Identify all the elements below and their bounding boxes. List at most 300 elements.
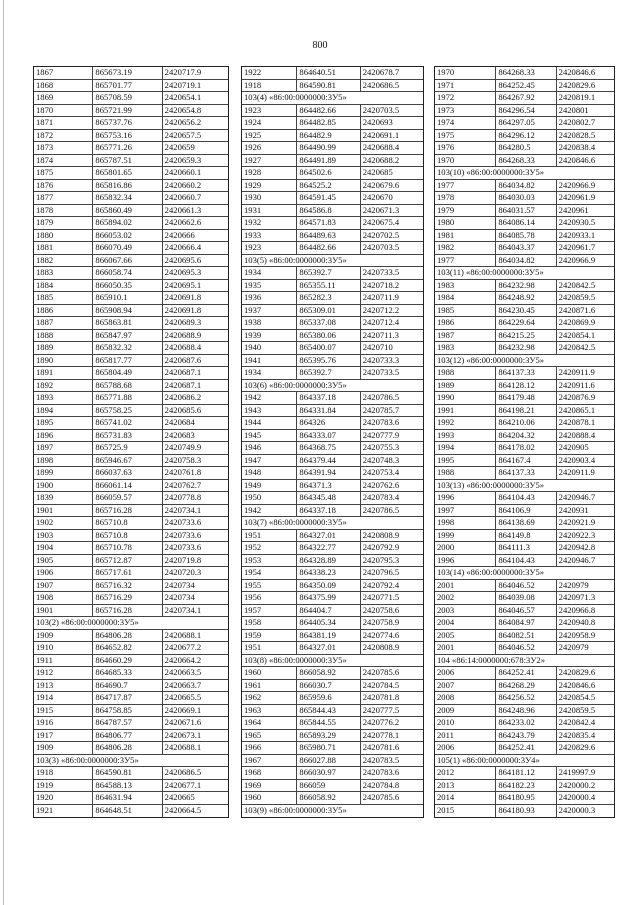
x-coordinate-cell: 865959.6 <box>297 692 360 704</box>
x-coordinate-cell: 865771.26 <box>93 142 162 154</box>
point-number-cell: 1839 <box>34 492 93 504</box>
table-row <box>435 680 614 693</box>
point-number-cell: 1990 <box>435 392 496 404</box>
table-row <box>34 305 228 318</box>
table-row <box>242 180 423 193</box>
point-number-cell: 1983 <box>435 342 496 354</box>
point-number-cell: 2000 <box>435 542 496 554</box>
x-coordinate-cell: 865844.43 <box>297 705 360 717</box>
table-row <box>435 742 614 755</box>
x-coordinate-cell: 864652.82 <box>93 642 162 654</box>
section-header-row <box>242 655 423 668</box>
table-row <box>34 492 228 505</box>
x-coordinate-cell: 864084.97 <box>496 617 556 629</box>
table-row <box>242 680 423 693</box>
y-coordinate-cell: 2420000.4 <box>558 792 596 802</box>
y-coordinate-cell: 2420942.8 <box>558 542 596 552</box>
table-row <box>242 367 423 380</box>
x-coordinate-cell: 865309.01 <box>297 305 360 317</box>
point-number-cell: 1962 <box>242 692 297 704</box>
x-coordinate-cell: 864104.43 <box>496 492 556 504</box>
x-coordinate-cell: 865847.97 <box>93 330 162 342</box>
y-coordinate-cell: 2420677.1 <box>164 779 202 790</box>
y-coordinate-cell: 2420911.6 <box>558 379 595 390</box>
point-number-cell: 1944 <box>242 417 297 429</box>
x-coordinate-cell: 865908.94 <box>93 305 162 317</box>
table-row <box>435 92 614 105</box>
table-row <box>242 317 423 330</box>
y-coordinate-cell: 2420888.4 <box>558 429 596 440</box>
y-coordinate-cell: 2420733.6 <box>164 517 202 527</box>
x-coordinate-cell: 864204.32 <box>496 430 556 442</box>
table-row <box>34 280 228 293</box>
table-row <box>34 467 228 480</box>
x-coordinate-cell: 864586.8 <box>297 205 360 217</box>
section-header-label: 103(9) «86:00:0000000:3У5» <box>244 804 347 815</box>
point-number-cell: 1993 <box>435 430 496 442</box>
table-row <box>34 292 228 305</box>
y-coordinate-cell: 2420711.3 <box>362 329 399 340</box>
y-coordinate-cell: 2420703.5 <box>362 104 400 115</box>
table-row <box>435 467 614 480</box>
table-row <box>34 442 228 455</box>
point-number-cell: 1880 <box>34 230 93 242</box>
point-number-cell: 1977 <box>435 180 496 192</box>
table-row <box>34 67 228 80</box>
x-coordinate-cell: 865771.88 <box>93 392 162 404</box>
table-row <box>34 167 228 180</box>
y-coordinate-cell: 2420673.1 <box>164 729 202 740</box>
x-coordinate-cell: 864368.75 <box>297 442 360 454</box>
table-row <box>242 792 423 805</box>
table-row <box>34 230 228 243</box>
x-coordinate-cell: 865380.06 <box>297 330 360 342</box>
y-coordinate-cell: 2420717.9 <box>164 67 202 77</box>
x-coordinate-cell: 864591.45 <box>297 192 360 204</box>
point-number-cell: 1948 <box>242 467 297 479</box>
y-coordinate-cell: 2420922.3 <box>558 529 596 540</box>
point-number-cell: 1872 <box>34 130 93 142</box>
x-coordinate-cell: 864297.05 <box>496 117 556 129</box>
table-row <box>34 792 228 805</box>
x-coordinate-cell: 864640.51 <box>297 67 360 79</box>
y-coordinate-cell: 2420669.1 <box>164 704 202 715</box>
x-coordinate-cell: 864331.84 <box>297 405 360 417</box>
y-coordinate-cell: 2420785.6 <box>362 792 400 802</box>
section-header-row <box>242 517 423 530</box>
point-number-cell: 1892 <box>34 380 93 392</box>
table-row <box>435 730 614 743</box>
y-coordinate-cell: 2420931 <box>558 504 589 515</box>
x-coordinate-cell: 864268.29 <box>496 680 556 692</box>
point-number-cell: 1929 <box>242 180 297 192</box>
x-coordinate-cell: 865946.67 <box>93 455 162 467</box>
point-number-cell: 1888 <box>34 330 93 342</box>
table-row <box>242 442 423 455</box>
point-number-cell: 1918 <box>34 767 93 779</box>
x-coordinate-cell: 865832.34 <box>93 192 162 204</box>
y-coordinate-cell: 2420871.6 <box>558 304 596 315</box>
table-row <box>435 380 614 393</box>
y-coordinate-cell: 2420795.3 <box>362 554 400 565</box>
point-number-cell: 1997 <box>435 505 496 517</box>
x-coordinate-cell: 864482.85 <box>297 117 360 129</box>
table-row <box>435 555 614 568</box>
x-coordinate-cell: 864806.28 <box>93 630 162 642</box>
y-coordinate-cell: 2420688.4 <box>362 142 400 152</box>
point-number-cell: 1965 <box>242 730 297 742</box>
table-row <box>242 67 423 80</box>
table-row <box>242 667 423 680</box>
y-coordinate-cell: 2420792.9 <box>362 542 400 552</box>
point-number-cell: 1898 <box>34 455 93 467</box>
table-row <box>242 480 423 493</box>
x-coordinate-cell: 864046.52 <box>496 642 556 654</box>
point-number-cell: 1969 <box>242 780 297 792</box>
page-number: 800 <box>312 40 328 51</box>
table-row <box>435 580 614 593</box>
table-row <box>435 367 614 380</box>
section-header-label: 103(3) «86:00:0000000:3У5» <box>36 754 139 765</box>
y-coordinate-cell: 2420684 <box>164 417 195 427</box>
point-number-cell: 1902 <box>34 517 93 529</box>
table-row <box>242 780 423 793</box>
x-coordinate-cell: 864248.92 <box>496 292 556 304</box>
x-coordinate-cell: 866059.57 <box>93 492 162 504</box>
point-number-cell: 1933 <box>242 230 297 242</box>
point-number-cell: 1947 <box>242 455 297 467</box>
point-number-cell: 1955 <box>242 580 297 592</box>
table-row <box>34 317 228 330</box>
y-coordinate-cell: 2420659 <box>164 142 195 152</box>
x-coordinate-cell: 865980.71 <box>297 742 360 754</box>
point-number-cell: 1885 <box>34 292 93 304</box>
x-coordinate-cell: 864660.29 <box>93 655 162 667</box>
table-row <box>34 92 228 105</box>
y-coordinate-cell: 2420966.9 <box>558 254 596 265</box>
point-number-cell: 1999 <box>435 530 496 542</box>
x-coordinate-cell: 866027.88 <box>297 755 360 767</box>
y-coordinate-cell: 2420940.8 <box>558 617 596 627</box>
table-row <box>34 592 228 605</box>
y-coordinate-cell: 2420859.5 <box>558 292 596 302</box>
point-number-cell: 1985 <box>435 305 496 317</box>
point-number-cell: 1918 <box>242 80 297 92</box>
section-header-label: 103(5) «86:00:0000000:3У5» <box>244 254 347 265</box>
section-header-row <box>34 755 228 768</box>
x-coordinate-cell: 864690.7 <box>93 680 162 692</box>
x-coordinate-cell: 864230.45 <box>496 305 556 317</box>
point-number-cell: 1954 <box>242 567 297 579</box>
x-coordinate-cell: 866053.02 <box>93 230 162 242</box>
x-coordinate-cell: 864758.85 <box>93 705 162 717</box>
y-coordinate-cell: 2420719.8 <box>164 554 202 565</box>
x-coordinate-cell: 864371.3 <box>297 480 360 492</box>
y-coordinate-cell: 2420783.6 <box>362 417 400 427</box>
point-number-cell: 1894 <box>34 405 93 417</box>
x-coordinate-cell: 864180.93 <box>496 805 556 818</box>
x-coordinate-cell: 864391.94 <box>297 467 360 479</box>
table-row <box>435 392 614 405</box>
section-header-label: 105(1) «86:00:0000000:3У4» <box>437 754 540 765</box>
x-coordinate-cell: 864379.44 <box>297 455 360 467</box>
x-coordinate-cell: 865860.49 <box>93 205 162 217</box>
point-number-cell: 1909 <box>34 742 93 754</box>
y-coordinate-cell: 2420784.5 <box>362 679 400 690</box>
point-number-cell: 1953 <box>242 555 297 567</box>
section-header-label: 103(8) «86:00:0000000:3У5» <box>244 654 347 665</box>
y-coordinate-cell: 2420689.3 <box>164 317 202 327</box>
table-row <box>34 330 228 343</box>
point-number-cell: 1934 <box>242 367 297 379</box>
x-coordinate-cell: 864137.33 <box>496 467 556 479</box>
y-coordinate-cell: 2420842.5 <box>558 342 596 352</box>
y-coordinate-cell: 2420979 <box>558 642 589 652</box>
y-coordinate-cell: 2420781.8 <box>362 692 400 702</box>
y-coordinate-cell: 2420755.3 <box>362 442 400 452</box>
y-coordinate-cell: 2420749.9 <box>164 442 202 452</box>
x-coordinate-cell: 864590.81 <box>297 80 360 92</box>
point-number-cell: 1921 <box>34 805 93 818</box>
x-coordinate-cell: 864243.79 <box>496 730 556 742</box>
table-row <box>435 417 614 430</box>
point-number-cell: 1942 <box>242 392 297 404</box>
table-row <box>34 130 228 143</box>
y-coordinate-cell: 2420946.7 <box>558 492 596 502</box>
point-number-cell: 1871 <box>34 117 93 129</box>
y-coordinate-cell: 2420946.7 <box>558 554 596 565</box>
table-row <box>242 492 423 505</box>
x-coordinate-cell: 864104.43 <box>496 555 556 567</box>
y-coordinate-cell: 2420842.4 <box>558 717 596 727</box>
table-row <box>435 192 614 205</box>
x-coordinate-cell: 864149.8 <box>496 530 556 542</box>
point-number-cell: 1991 <box>435 405 496 417</box>
point-number-cell: 1896 <box>34 430 93 442</box>
x-coordinate-cell: 864326 <box>297 417 360 429</box>
x-coordinate-cell: 864489.63 <box>297 230 360 242</box>
point-number-cell: 1922 <box>242 67 297 79</box>
x-coordinate-cell: 864031.57 <box>496 205 556 217</box>
x-coordinate-cell: 864648.51 <box>93 805 162 818</box>
y-coordinate-cell: 2420808.9 <box>362 642 400 652</box>
table-row <box>435 542 614 555</box>
point-number-cell: 1886 <box>34 305 93 317</box>
y-coordinate-cell: 2420758.9 <box>362 617 400 627</box>
y-coordinate-cell: 2420778.1 <box>362 729 400 740</box>
y-coordinate-cell: 2420687.1 <box>164 367 202 377</box>
x-coordinate-cell: 865716.29 <box>93 592 162 604</box>
table-row <box>34 80 228 93</box>
x-coordinate-cell: 866058.74 <box>93 267 162 279</box>
point-number-cell: 1920 <box>34 792 93 804</box>
point-number-cell: 2003 <box>435 605 496 617</box>
table-row <box>435 205 614 218</box>
x-coordinate-cell: 864046.52 <box>496 580 556 592</box>
point-number-cell: 1959 <box>242 630 297 642</box>
table-row <box>435 667 614 680</box>
y-coordinate-cell: 2420688.1 <box>164 742 202 752</box>
table-row <box>34 392 228 405</box>
x-coordinate-cell: 866061.14 <box>93 480 162 492</box>
y-coordinate-cell: 2420733.5 <box>362 267 400 277</box>
x-coordinate-cell: 864338.23 <box>297 567 360 579</box>
point-number-cell: 1960 <box>242 792 297 804</box>
point-number-cell: 1891 <box>34 367 93 379</box>
point-number-cell: 1975 <box>435 130 496 142</box>
y-coordinate-cell: 2420748.3 <box>362 454 400 465</box>
table-row <box>34 355 228 368</box>
x-coordinate-cell: 865282.3 <box>297 292 360 304</box>
table-row <box>34 105 228 118</box>
y-coordinate-cell: 2420671.3 <box>362 204 400 215</box>
table-row <box>435 780 614 793</box>
table-row <box>435 792 614 805</box>
table-row <box>34 530 228 543</box>
y-coordinate-cell: 2420762.6 <box>362 479 400 490</box>
table-row <box>242 355 423 368</box>
y-coordinate-cell: 2420718.2 <box>362 279 400 290</box>
y-coordinate-cell: 2420933.1 <box>558 229 596 240</box>
y-coordinate-cell: 2420665.5 <box>164 692 202 702</box>
y-coordinate-cell: 2420733.6 <box>164 542 202 552</box>
y-coordinate-cell: 2420753.4 <box>362 467 400 477</box>
point-number-cell: 1883 <box>34 267 93 279</box>
x-coordinate-cell: 865721.99 <box>93 105 162 117</box>
point-number-cell: 2015 <box>435 805 496 818</box>
x-coordinate-cell: 864588.13 <box>93 780 162 792</box>
y-coordinate-cell: 2420903.4 <box>558 454 596 465</box>
point-number-cell: 1926 <box>242 142 297 154</box>
table-row <box>242 767 423 780</box>
y-coordinate-cell: 2420734 <box>164 579 195 590</box>
point-number-cell: 1875 <box>34 167 93 179</box>
x-coordinate-cell: 864296.54 <box>496 105 556 117</box>
x-coordinate-cell: 864525.2 <box>297 180 360 192</box>
y-coordinate-cell: 2420777.5 <box>362 704 400 715</box>
table-row <box>242 455 423 468</box>
y-coordinate-cell: 2420691.1 <box>362 129 400 140</box>
point-number-cell: 1946 <box>242 442 297 454</box>
table-row <box>34 430 228 443</box>
point-number-cell: 1917 <box>34 730 93 742</box>
point-number-cell: 2002 <box>435 592 496 604</box>
table-row <box>242 405 423 418</box>
table-row <box>435 292 614 305</box>
y-coordinate-cell: 2420702.5 <box>362 229 400 240</box>
table-row <box>34 555 228 568</box>
table-row <box>435 80 614 93</box>
x-coordinate-cell: 864337.18 <box>297 505 360 517</box>
point-number-cell: 1907 <box>34 580 93 592</box>
y-coordinate-cell: 2420854.5 <box>558 692 596 702</box>
x-coordinate-cell: 865741.02 <box>93 417 162 429</box>
y-coordinate-cell: 2420688.9 <box>164 329 202 340</box>
x-coordinate-cell: 864328.89 <box>297 555 360 567</box>
table-row <box>34 405 228 418</box>
table-row <box>34 655 228 668</box>
point-number-cell: 1938 <box>242 317 297 329</box>
y-coordinate-cell: 2420685.6 <box>164 404 202 415</box>
table-row <box>242 755 423 768</box>
table-row <box>242 742 423 755</box>
section-header-label: 103(14) «86:00:0000000:3У5» <box>437 567 545 577</box>
x-coordinate-cell: 864787.57 <box>93 717 162 729</box>
x-coordinate-cell: 865725.9 <box>93 442 162 454</box>
point-number-cell: 1960 <box>242 667 297 679</box>
table-row <box>242 580 423 593</box>
y-coordinate-cell: 2420761.8 <box>164 467 202 477</box>
y-coordinate-cell: 2420911.9 <box>558 367 595 377</box>
table-row <box>435 130 614 143</box>
x-coordinate-cell: 864327.01 <box>297 642 360 654</box>
table-row <box>242 205 423 218</box>
point-number-cell: 1967 <box>242 755 297 767</box>
point-number-cell: 2014 <box>435 792 496 804</box>
x-coordinate-cell: 864043.37 <box>496 242 556 254</box>
table-row <box>242 267 423 280</box>
x-coordinate-cell: 866030.97 <box>297 767 360 779</box>
y-coordinate-cell: 2420778.8 <box>164 492 202 502</box>
x-coordinate-cell: 864345.48 <box>297 492 360 504</box>
y-coordinate-cell: 2420785.7 <box>362 404 400 415</box>
x-coordinate-cell: 865804.49 <box>93 367 162 379</box>
x-coordinate-cell: 864296.12 <box>496 130 556 142</box>
x-coordinate-cell: 864111.3 <box>496 542 556 554</box>
table-row <box>242 630 423 643</box>
y-coordinate-cell: 2419997.9 <box>558 767 596 777</box>
y-coordinate-cell: 2420710 <box>362 342 393 352</box>
x-coordinate-cell: 865716.28 <box>93 505 162 517</box>
table-row <box>34 205 228 218</box>
section-header-label: 103(6) «86:00:0000000:3У5» <box>244 379 347 390</box>
y-coordinate-cell: 2420835.4 <box>558 729 596 740</box>
x-coordinate-cell: 864232.98 <box>496 342 556 354</box>
y-coordinate-cell: 2420719.1 <box>164 79 202 90</box>
x-coordinate-cell: 864631.94 <box>93 792 162 804</box>
point-number-cell: 1951 <box>242 530 297 542</box>
y-coordinate-cell: 2420781.6 <box>362 742 400 752</box>
y-coordinate-cell: 2420846.6 <box>558 679 596 690</box>
point-number-cell: 1996 <box>435 492 496 504</box>
point-number-cell: 1941 <box>242 355 297 367</box>
point-number-cell: 1910 <box>34 642 93 654</box>
y-coordinate-cell: 2420771.5 <box>362 592 400 602</box>
point-number-cell: 1974 <box>435 117 496 129</box>
y-coordinate-cell: 2420838.4 <box>558 142 596 152</box>
x-coordinate-cell: 864267.92 <box>496 92 556 104</box>
point-number-cell: 1932 <box>242 217 297 229</box>
y-coordinate-cell: 2420878.1 <box>558 417 596 427</box>
section-header-label: 103(13) «86:00:0000000:3У5» <box>437 479 545 490</box>
point-number-cell: 1942 <box>242 505 297 517</box>
point-number-cell: 1952 <box>242 542 297 554</box>
table-row <box>242 530 423 543</box>
point-number-cell: 1911 <box>34 655 93 667</box>
x-coordinate-cell: 865801.65 <box>93 167 162 179</box>
point-number-cell: 1868 <box>34 80 93 92</box>
point-number-cell: 1957 <box>242 605 297 617</box>
table-row <box>435 105 614 118</box>
table-row <box>242 430 423 443</box>
y-coordinate-cell: 2420854.1 <box>558 329 596 340</box>
table-row <box>435 142 614 155</box>
table-row <box>34 717 228 730</box>
table-row <box>435 405 614 418</box>
table-row <box>34 642 228 655</box>
point-number-cell: 2001 <box>435 642 496 654</box>
y-coordinate-cell: 2420695.3 <box>164 267 202 277</box>
